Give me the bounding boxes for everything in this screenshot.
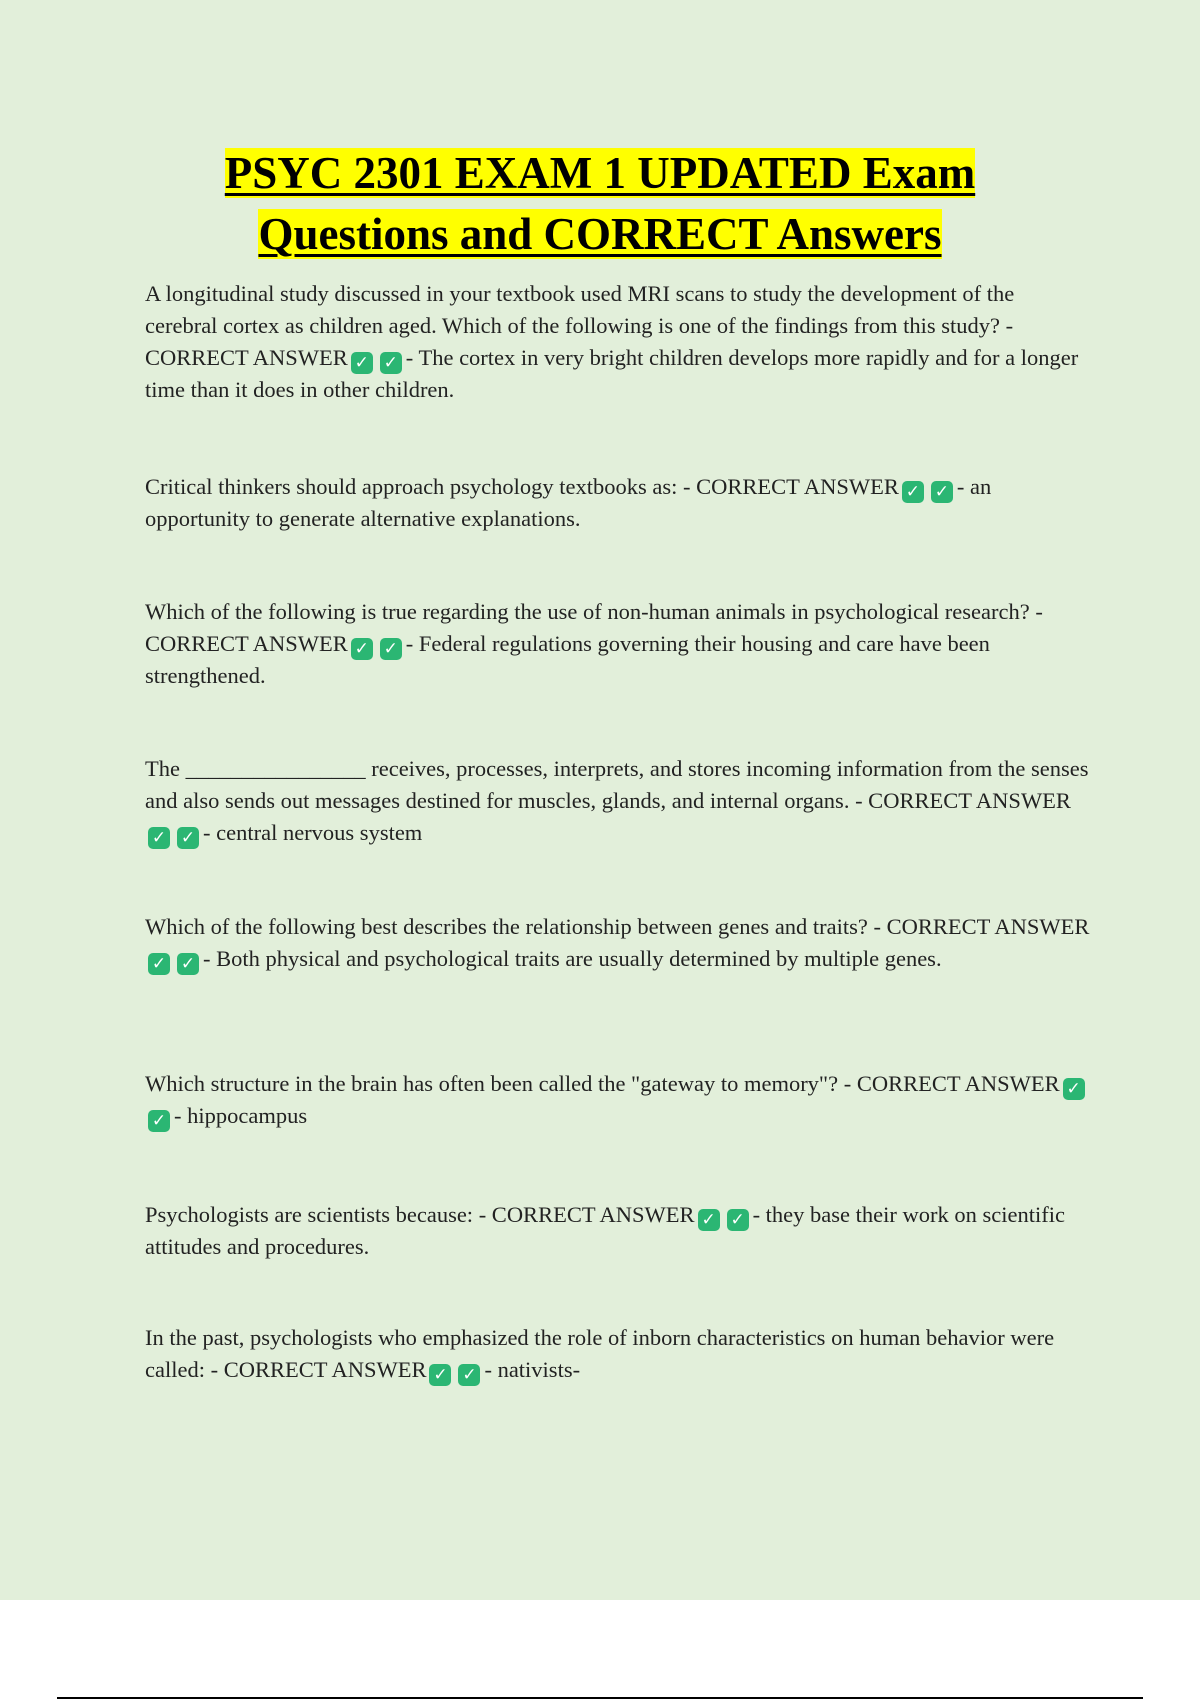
check-box-icon: ✓ <box>148 827 170 849</box>
check-box-icon: ✓ <box>148 1110 170 1132</box>
answer-text: - hippocampus <box>174 1103 308 1128</box>
answer-text: - an opportunity to generate alternative explanations. <box>145 474 992 531</box>
question-text: Psychologists are scientists because: - CORRECT ANSWER <box>145 1202 695 1227</box>
answer-text: - Both physical and psychological traits are usually determined by multiple genes. <box>203 946 942 971</box>
check-box-icon: ✓ <box>698 1209 720 1231</box>
question-text: Critical thinkers should approach psychology textbooks as: - CORRECT ANSWER <box>145 474 899 499</box>
title-line-1: PSYC 2301 EXAM 1 UPDATED Exam <box>224 148 976 198</box>
qa-item-5 <box>145 911 1090 975</box>
question-text: Which of the following best describes the relationship between genes and traits? - CORRECT ANSWER <box>145 914 1090 939</box>
check-box-icon: ✓ <box>177 953 199 975</box>
check-box-icon: ✓ <box>380 638 402 660</box>
qa-item-7 <box>145 1199 1090 1263</box>
answer-text: - The cortex in very bright children develops more rapidly and for a longer time than it does in other children. <box>145 345 1079 402</box>
check-box-icon: ✓ <box>931 481 953 503</box>
document-title <box>100 143 1100 265</box>
check-box-icon: ✓ <box>351 352 373 374</box>
qa-item-4 <box>145 753 1090 849</box>
qa-item-3 <box>145 596 1090 692</box>
question-text: The ________________ receives, processes, interprets, and stores incoming information from the senses and also sends out messages destined for muscles, glands, and internal organs. - CORRECT ANSWER <box>145 756 1089 813</box>
qa-item-1 <box>145 278 1090 406</box>
check-box-icon: ✓ <box>458 1364 480 1386</box>
check-box-icon: ✓ <box>902 481 924 503</box>
check-box-icon: ✓ <box>429 1364 451 1386</box>
answer-text: - they base their work on scientific attitudes and procedures. <box>145 1202 1065 1259</box>
footer-rule <box>57 1697 1143 1699</box>
question-text: Which of the following is true regarding the use of non-human animals in psychological research? - CORRECT ANSWER <box>145 599 1043 656</box>
qa-item-2 <box>145 471 1090 535</box>
check-box-icon: ✓ <box>177 827 199 849</box>
answer-text: - central nervous system <box>203 820 423 845</box>
qa-item-8 <box>145 1322 1090 1386</box>
check-box-icon: ✓ <box>727 1209 749 1231</box>
answer-text: - Federal regulations governing their housing and care have been strengthened. <box>145 631 990 688</box>
check-box-icon: ✓ <box>351 638 373 660</box>
question-text: A longitudinal study discussed in your textbook used MRI scans to study the development of the cerebral cortex as children aged. Which of the following is one of the findings from this study? - CORRECT ANSWER <box>145 281 1015 370</box>
title-line-2: Questions and CORRECT Answers <box>258 209 942 259</box>
check-box-icon: ✓ <box>148 953 170 975</box>
question-text: Which structure in the brain has often been called the "gateway to memory"? - CORRECT ANSWER <box>145 1071 1060 1096</box>
answer-text: - nativists- <box>484 1357 581 1382</box>
check-box-icon: ✓ <box>1063 1078 1085 1100</box>
qa-item-6 <box>145 1068 1090 1132</box>
question-text: In the past, psychologists who emphasized the role of inborn characteristics on human behavior were called: - CORRECT ANSWER <box>145 1325 1055 1382</box>
check-box-icon: ✓ <box>380 352 402 374</box>
